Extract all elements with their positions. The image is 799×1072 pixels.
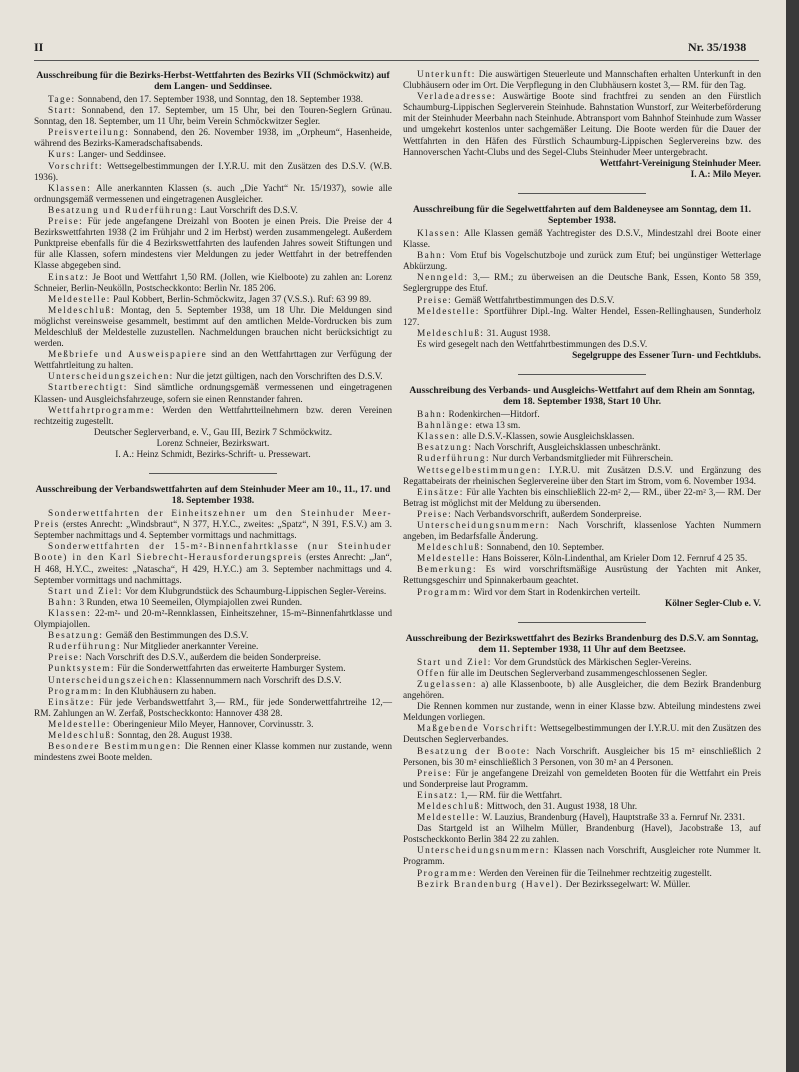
paragraph (34, 383, 392, 405)
paragraph-text: Montag, den 5. September 1938, um 18 Uhr. Die Meldungen sind möglichst vereinsweise gesammelt, bestimmt auf den amtlichen Melde-Vordrucken bis zum Meldeschluß der Meldestelle zuzustellen. Nachmeldungen brauchen nicht berücksichtigt zu werden. (34, 305, 392, 350)
page-number: II (34, 40, 44, 54)
paragraph-text: Sportführer Dipl.-Ing. Walter Hendel, Essen-Rellinghausen, Sunderholz 127. (403, 306, 762, 328)
paragraph-key: Unterscheidungsnummern: (417, 521, 550, 531)
paragraph (403, 510, 761, 521)
paragraph-text: Werden den Vereinen für die Teilnehmer rechtzeitig zugestellt. (479, 868, 712, 879)
paragraph-key: Maßgebende Vorschrift: (417, 724, 538, 735)
paragraph (403, 443, 761, 454)
paragraph (403, 543, 761, 554)
paragraph (403, 669, 761, 680)
paragraph-key: Einsatz: (417, 790, 459, 801)
paragraph (34, 720, 392, 731)
paragraph (403, 554, 761, 565)
paragraph-key: Verladeadresse: (417, 92, 497, 103)
section-title: Ausschreibung für die Segelwettfahrten auf dem Baldeneysee am Sonntag, dem 11. September 1938. (412, 203, 752, 226)
paragraph-key: Preise: (417, 768, 453, 779)
section-title: Ausschreibung der Bezirkswettfahrt des Bezirks Brandenburg des D.S.V. am Sonntag, dem 11. September 1938, 11 Uhr auf dem Beetzsee. (405, 632, 759, 655)
paragraph-key: Punktsystem: (48, 664, 115, 675)
paragraph (34, 609, 392, 631)
paragraph-key: Einsatz: (48, 272, 90, 283)
paragraph-key: Unterscheidungszeichen: (48, 675, 174, 686)
paragraph-key: Bahn: (48, 597, 78, 608)
paragraph-text: Klassen nach Vorschrift, Ausgleicher rote Nummer lt. Programm. (403, 846, 761, 868)
paragraph (34, 306, 392, 350)
paragraph (34, 664, 392, 675)
paragraph (403, 521, 761, 543)
paragraph-text: Langer- und Seddinsee. (78, 150, 166, 161)
paragraph-key: Meldeschluß: (417, 543, 485, 554)
paragraph (34, 273, 392, 295)
paragraph-key: Start und Ziel: (417, 657, 492, 668)
paragraph-key: Meldeschluß: (417, 328, 485, 339)
paragraph-text: 1,— RM. für die Wettfahrt. (460, 790, 563, 801)
paragraph-text: Wettsegelbestimmungen der I.Y.R.U. mit den Zusätzen des D.S.V. (W.B. 1936). (34, 161, 393, 183)
paragraph (34, 95, 392, 106)
paragraph-key: Sonderwettfahrten der 15-m²-Binnenfahrtklasse (nur Steinhuder Boote) in den Karl Siebrecht-Herausforderungspreis (34, 542, 392, 564)
paragraph-text: Rodenkirchen—Hitdorf. (448, 410, 540, 421)
paragraph (34, 150, 392, 161)
section-separator (518, 374, 646, 375)
paragraph-key: Vorschrift: (48, 161, 103, 172)
paragraph-text: W. Lauzius, Brandenburg (Havel), Hauptstraße 33 a. Fernruf Nr. 2331. (481, 813, 746, 824)
paragraph (403, 724, 761, 746)
paragraph-text: Für jede angefangene Dreizahl von Booten je einen Preis. Die Preise der 4 Bezirkswettfahrten 1938 (2 im Frühjahr und 2 im Herbst) werden zusammengelegt. Außerdem Punktpreise ebenfalls für die 4 Bezirkswettfahrten des laufenden Jahres soweit Stiftungen und für alle Klassen, sofern mindestens vier Meldungen zu jeder Wettfahrt in der betreffenden Klasse abgegeben sind. (34, 217, 392, 272)
paragraph-key: Klassen: (417, 432, 461, 443)
paragraph-text: Es wird vorschriftsmäßige Ausrüstung der Yachten mit Anker, Rettungsgeschirr und Spinnakerbaum geachtet. (403, 565, 761, 587)
paragraph-key: Besatzung: (417, 443, 473, 454)
paragraph-key: Besatzung und Ruderführung: (48, 205, 198, 216)
section-separator (518, 193, 646, 194)
paragraph-text: Sonnabend, den 17. September 1938, und Sonntag, den 18. September 1938. (77, 95, 363, 105)
right-column (403, 70, 761, 891)
paragraph-text: Vor dem Grundstück des Märkischen Segler-Vereins. (493, 657, 692, 668)
paragraph (403, 340, 761, 351)
paragraph (403, 880, 761, 891)
paragraph-text: Laut Vorschrift des D.S.V. (200, 205, 298, 216)
paragraph-text: alle D.S.V.-Klassen, sowie Ausgleichsklassen. (462, 432, 635, 443)
paragraph-text: Die Rennen kommen nur zustande, wenn in einer Klasse bzw. Abteilung mindestens zwei Meldungen vorliegen. (403, 702, 761, 724)
paragraph-text: (erstes Anrecht: „Windsbraut“, N 377, H.Y.C., zweites: „Spatz“, N 391, F.S.V.) am 3. September nachmittags und 4. September vormittags und nachmittags. (34, 520, 392, 542)
paragraph (34, 184, 392, 206)
paragraph-key: Bahn: (417, 410, 447, 421)
paragraph-text: Sonnabend, den 26. November 1938, im „Orpheum“, Hasenheide, während des Bezirks-Kameradschaftsabends. (34, 128, 392, 150)
paragraph-text: 3 Runden, etwa 10 Seemeilen, Olympiajollen zwei Runden. (79, 597, 303, 608)
paragraph-key: Programm: (48, 686, 103, 697)
paragraph (34, 631, 392, 642)
left-column (34, 70, 392, 764)
paragraph (403, 454, 761, 465)
paragraph-key: Meldestelle: (417, 813, 480, 824)
paragraph (403, 410, 761, 421)
paragraph-key: Klassen: (48, 183, 92, 194)
paragraph (34, 698, 392, 720)
paragraph-key: Besatzung: (48, 631, 104, 642)
signature-line: Wettfahrt-Vereinigung Steinhuder Meer. (599, 158, 761, 169)
paragraph (34, 128, 392, 150)
paragraph-key: Besondere Bestimmungen: (48, 742, 182, 753)
paragraph-text: Wird vor dem Start in Rodenkirchen verteilt. (473, 587, 641, 598)
paragraph-text: Es wird gesegelt nach den Wettfahrtbestimmungen des D.S.V. (417, 339, 648, 350)
paragraph-key: Ruderführung: (48, 642, 121, 653)
paragraph-text: Oberingenieur Milo Meyer, Hannover, Corvinusstr. 3. (113, 719, 314, 730)
paragraph (403, 466, 761, 488)
paragraph (403, 296, 761, 307)
paragraph (34, 687, 392, 698)
paragraph-text: Nach Vorschrift, Ausgleichsklassen unbeschränkt. (474, 443, 661, 454)
paragraph-text: 31. August 1938. (486, 328, 551, 339)
paragraph (403, 421, 761, 432)
signature-line: I. A.: Milo Meyer. (690, 169, 761, 180)
paragraph-key: Einsätze: (48, 697, 95, 708)
paragraph-key: Programme: (417, 868, 477, 879)
paragraph-text: (erstes Anrecht: „Jan“, H 468, H.Y.C., zweites: „Natascha“, H 429, H.Y.C.) am 3. September nachmittags und 4. September vormittags und nachmittags. (34, 553, 392, 586)
paragraph-key: Programm: (417, 587, 472, 598)
paragraph-key: Bemerkung: (417, 565, 477, 576)
paragraph-text: Nur die jetzt gültigen, nach den Vorschriften des D.S.V. (175, 372, 383, 383)
section-separator (518, 622, 646, 623)
paragraph (34, 350, 392, 372)
paragraph-text: Hans Boisserer, Köln-Lindenthal, am Krieler Dom 12. Fernruf 4 25 35. (482, 554, 748, 565)
paragraph (34, 372, 392, 383)
paragraph-text: Gemäß Wettfahrtbestimmungen des D.S.V. (454, 295, 615, 306)
paragraph (34, 106, 392, 128)
paragraph (403, 251, 761, 273)
paragraph-key: Ruderführung: (417, 454, 490, 465)
paragraph (403, 229, 761, 251)
paragraph (34, 731, 392, 742)
paragraph-key: Wettsegelbestimmungen: (417, 465, 542, 476)
paragraph-key: Klassen: (417, 228, 461, 239)
paragraph-key: Sonderwettfahrten der Einheitszehner um den Steinhuder Meer-Preis (34, 509, 392, 531)
paragraph-key: Tage: (48, 95, 76, 105)
paragraph (34, 406, 392, 428)
paragraph (403, 813, 761, 824)
signature-line: I. A.: Heinz Schmidt, Bezirks-Schrift- u. Pressewart. (115, 450, 311, 460)
paragraph (34, 676, 392, 687)
paragraph-text: Für alle Yachten bis einschließlich 22-m² 2,— RM., über 22-m² 3,— RM. Der Betrag ist möglichst mit der Meldung zu übersenden. (403, 487, 761, 509)
paragraph-key: Unterscheidungsnummern: (417, 846, 550, 857)
paragraph-text: In den Klubhäusern zu haben. (104, 686, 217, 697)
paragraph-text: Nach Vorschrift des D.S.V., außerdem die beiden Sonderpreise. (85, 653, 321, 664)
paragraph (403, 824, 761, 846)
paragraph-text: Werden den Wettfahrtteilnehmern bzw. deren Vereinen rechtzeitig zugestellt. (34, 405, 392, 427)
paragraph-text: Nach Vorschrift, klassenlose Yachten Nummern angeben, im Bedarfsfalle Änderung. (403, 521, 761, 543)
paragraph-key: Klassen: (48, 608, 92, 619)
paragraph-text: sind an den Wettfahrttagen zur Verfügung der Wettfahrtleitung zu halten. (34, 350, 393, 372)
paragraph-text: Vom Etuf bis Vogelschutzboje und zurück zum Etuf; bei ungünstiger Wetterlage Abkürzung. (403, 251, 761, 273)
paragraph-text: Die auswärtigen Steuerleute und Mannschaften erhalten Unterkunft in den Clubhäusern oder im Ort. Die Verpflegung in den Clubhäusern kostet 3,— RM. für den Tag. (403, 70, 762, 92)
paragraph-text: Alle Klassen gemäß Yachtregister des D.S.V., Mindestzahl drei Boote einer Klasse. (403, 228, 761, 251)
paragraph-key: Zugelassen: (417, 679, 477, 690)
paragraph-text: Der Bezirkssegelwart: W. Müller. (565, 879, 691, 890)
paragraph (34, 653, 392, 664)
paragraph-text: a) alle Klassenboote, b) alle Ausgleicher, die dem Bezirk Brandenburg angehören. (403, 679, 761, 702)
signature-line: Kölner Segler-Club e. V. (665, 598, 761, 609)
paragraph-text: Nach Verbandsvorschrift, außerdem Sonderpreise. (454, 509, 642, 520)
paragraph-key: Startberechtigt: (48, 383, 128, 394)
paragraph (403, 329, 761, 340)
paragraph (34, 206, 392, 217)
paragraph-key: Bezirk Brandenburg (Havel). (417, 879, 564, 890)
paragraph (34, 642, 392, 653)
paragraph (403, 747, 761, 769)
paragraph (403, 702, 761, 724)
section-title: Ausschreibung der Verbandswettfahrten auf dem Steinhuder Meer am 10., 11., 17. und 18. September 1938. (35, 484, 391, 507)
paragraph-text: Für die Sonderwettfahrten das erweiterte Hamburger System. (117, 664, 346, 675)
paragraph (403, 791, 761, 802)
paragraph-text: Vor dem Klubgrundstück des Schaumburg-Lippischen Segler-Vereins. (124, 586, 387, 597)
paragraph (403, 307, 761, 329)
paragraph-key: Preise: (48, 653, 84, 664)
paragraph-text: Das Startgeld ist an Wilhelm Müller, Brandenburg (Havel), Jacobstraße 13, auf Postscheckkonto Berlin 384 22 zu zahlen. (403, 824, 761, 846)
paragraph-key: Meßbriefe und Ausweispapiere (48, 350, 208, 361)
signature-line: Segelgruppe des Essener Turn- und Fechtklubs. (572, 350, 761, 361)
paragraph (403, 273, 761, 295)
paragraph (34, 598, 392, 609)
paragraph-text: Für je angefangene Dreizahl von gemeldeten Booten für die Wettfahrt ein Preis und Sonderpreise laut Programm. (403, 768, 762, 790)
paragraph-text: Alle anerkannten Klassen (s. auch „Die Yacht“ Nr. 15/1937), sowie alle ordnungsgemäß vermessenen und eingetragenen Ausgleicher. (34, 183, 393, 205)
paragraph-key: Bahn: (417, 251, 447, 262)
paragraph-key: Kurs: (48, 150, 76, 161)
paragraph-key: Meldestelle: (48, 719, 111, 730)
paragraph (34, 542, 392, 586)
paragraph (403, 488, 761, 510)
paragraph-key: Meldestelle: (48, 294, 111, 305)
paragraph (34, 295, 392, 306)
paragraph-key: Wettfahrtprogramme: (48, 405, 155, 416)
paragraph (403, 769, 761, 791)
page-edge (786, 0, 799, 1072)
paragraph-key: Offen (417, 668, 446, 679)
paragraph-text: Nur Mitglieder anerkannter Vereine. (123, 642, 259, 653)
paragraph (403, 565, 761, 587)
paragraph-text: Für jede Verbandswettfahrt 3,— RM., für jede Sonderwettfahrtreihe 12,— RM. Zahlungen an W. Zerfaß, Postscheckkonto: Hannover 438 28. (34, 697, 393, 719)
paragraph-key: Einsätze: (417, 487, 464, 498)
paragraph-text: 3,— RM.; zu überweisen an die Deutsche Bank, Essen, Konto 58 359, Seglergruppe des Etuf. (403, 273, 761, 295)
paragraph-key: Preisverteilung: (48, 128, 130, 139)
paragraph (403, 802, 761, 813)
paragraph-text: I.Y.R.U. mit Zusätzen D.S.V. und Ergänzung des Regattabeirats der rheinischen Seglervereine über den Start im Strom, vom 6. November 1934. (403, 465, 761, 487)
paragraph (403, 432, 761, 443)
paragraph-text: Nach Vorschrift. Ausgleicher bis 15 m² einschließlich 2 Personen, bis 30 m² einschließlich 3 Personen, von 30 m² an 4 Personen. (403, 746, 762, 768)
paragraph (403, 869, 761, 880)
paragraph-text: Nur durch Verbandsmitglieder mit Führerschein. (492, 454, 674, 465)
paragraph-key: Preise: (48, 217, 84, 228)
paragraph-key: Besatzung der Boote: (417, 746, 531, 757)
paragraph (403, 70, 761, 92)
paragraph (34, 509, 392, 542)
paragraph (403, 680, 761, 702)
paragraph-text: Sind sämtliche ordnungsgemäß vermessenen und eingetragenen Klassen- und Ausgleichsfahrzeuge, sofern sie einen Rennstander fahren. (34, 383, 393, 405)
paragraph-text: Sonnabend, den 17. September, um 15 Uhr, bei den Touren-Seglern Grünau. Sonntag, den 18. September, um 11 Uhr, beim Verein Schmöckwitzer Segler. (34, 106, 392, 128)
paragraph-text: Je Boot und Wettfahrt 1,50 RM. (Jollen, wie Kielboote) zu zahlen an: Lorenz Schneier, Berlin-Neukölln, Postscheckkonto: Berlin Nr. 185 206. (34, 272, 393, 294)
paragraph-key: Preise: (417, 509, 453, 520)
paragraph-text: für alle im Deutschen Seglerverband zusammengeschlossenen Segler. (447, 668, 708, 679)
paragraph-key: Start und Ziel: (48, 586, 123, 597)
paragraph-key: Meldeschluß: (48, 730, 116, 741)
paragraph-key: Meldestelle: (417, 554, 480, 565)
paragraph-key: Meldeschluß: (417, 801, 485, 812)
section-title: Ausschreibung für die Bezirks-Herbst-Wettfahrten des Bezirks VII (Schmöckwitz) auf dem Langen- und Seddinsee. (36, 70, 390, 92)
paragraph-text: etwa 13 sm. (475, 421, 521, 432)
paragraph (34, 162, 392, 184)
paragraph-key: Start: (48, 106, 77, 117)
paragraph-key: Unterkunft: (417, 70, 476, 80)
paragraph (403, 846, 761, 868)
paragraph-text: Sonnabend, den 10. September. (486, 543, 604, 554)
signature-line: Deutscher Seglerverband, e. V., Gau III, Bezirk 7 Schmöckwitz. (93, 427, 333, 438)
paragraph (403, 658, 761, 669)
paragraph-key: Meldeschluß: (48, 305, 116, 316)
paragraph (34, 742, 392, 764)
paragraph-text: Gemäß den Bestimmungen des D.S.V. (105, 631, 249, 642)
paragraph (34, 587, 392, 598)
issue-number: Nr. 35/1938 (688, 40, 747, 54)
paragraph-text: Sonntag, den 28. August 1938. (117, 730, 233, 741)
paragraph (403, 92, 761, 159)
header-rule (34, 60, 759, 61)
paragraph-text: 22-m²- und 20-m²-Rennklassen, Einheitszehner, 15-m²-Binnenfahrtklasse und Olympiajollen. (34, 608, 393, 631)
paragraph-key: Unterscheidungszeichen: (48, 372, 174, 383)
paragraph-text: Klassennummern nach Vorschrift des D.S.V. (175, 675, 342, 686)
paragraph-key: Nenngeld: (417, 273, 469, 284)
paragraph (34, 217, 392, 272)
paragraph-text: Paul Kobbert, Berlin-Schmöckwitz, Jagen 37 (V.S.S.). Ruf: 63 99 89. (113, 294, 372, 305)
paragraph-key: Bahnlänge: (417, 421, 474, 432)
section-title: Ausschreibung des Verbands- und Ausgleichs-Wettfahrt auf dem Rhein am Sonntag, dem 18. September 1938, Start 10 Uhr. (409, 385, 755, 408)
paragraph-key: Meldestelle: (417, 306, 480, 317)
paragraph-text: Auswärtige Boote sind frachtfrei zu senden an den Fürstlich Schaumburg-Lippischen Seglerverein Steinhude. Bahnstation Wunstorf, zur Weiterbeförderung mit der Steinhuder Meerbahn nach Steinhude. Abtransport vom Bahnhof Steinhude zum Wasser und umgekehrt kostenlos unter sachgemäßer Leitung. Die Boote werden für die Dauer der Wettfahrten in den Häfen des Fürstlich Schaumburg-Lippischen Seglervereins bzw. des Hannoverschen Yacht-Clubs und des Segel-Clubs Steinhuder Meer untergebracht. (403, 92, 761, 158)
paragraph-key: Preise: (417, 295, 453, 306)
paragraph (403, 588, 761, 599)
paragraph-text: Die Rennen einer Klasse kommen nur zustande, wenn mindestens zwei Boote melden. (34, 742, 393, 764)
paragraph-text: Mittwoch, den 31. August 1938, 18 Uhr. (486, 801, 638, 812)
section-separator (149, 473, 277, 474)
signature-line: Lorenz Schneier, Bezirkswart. (156, 438, 270, 449)
paragraph-text: Wettsegelbestimmungen der I.Y.R.U. mit den Zusätzen des Deutschen Seglerverbandes. (403, 724, 761, 746)
